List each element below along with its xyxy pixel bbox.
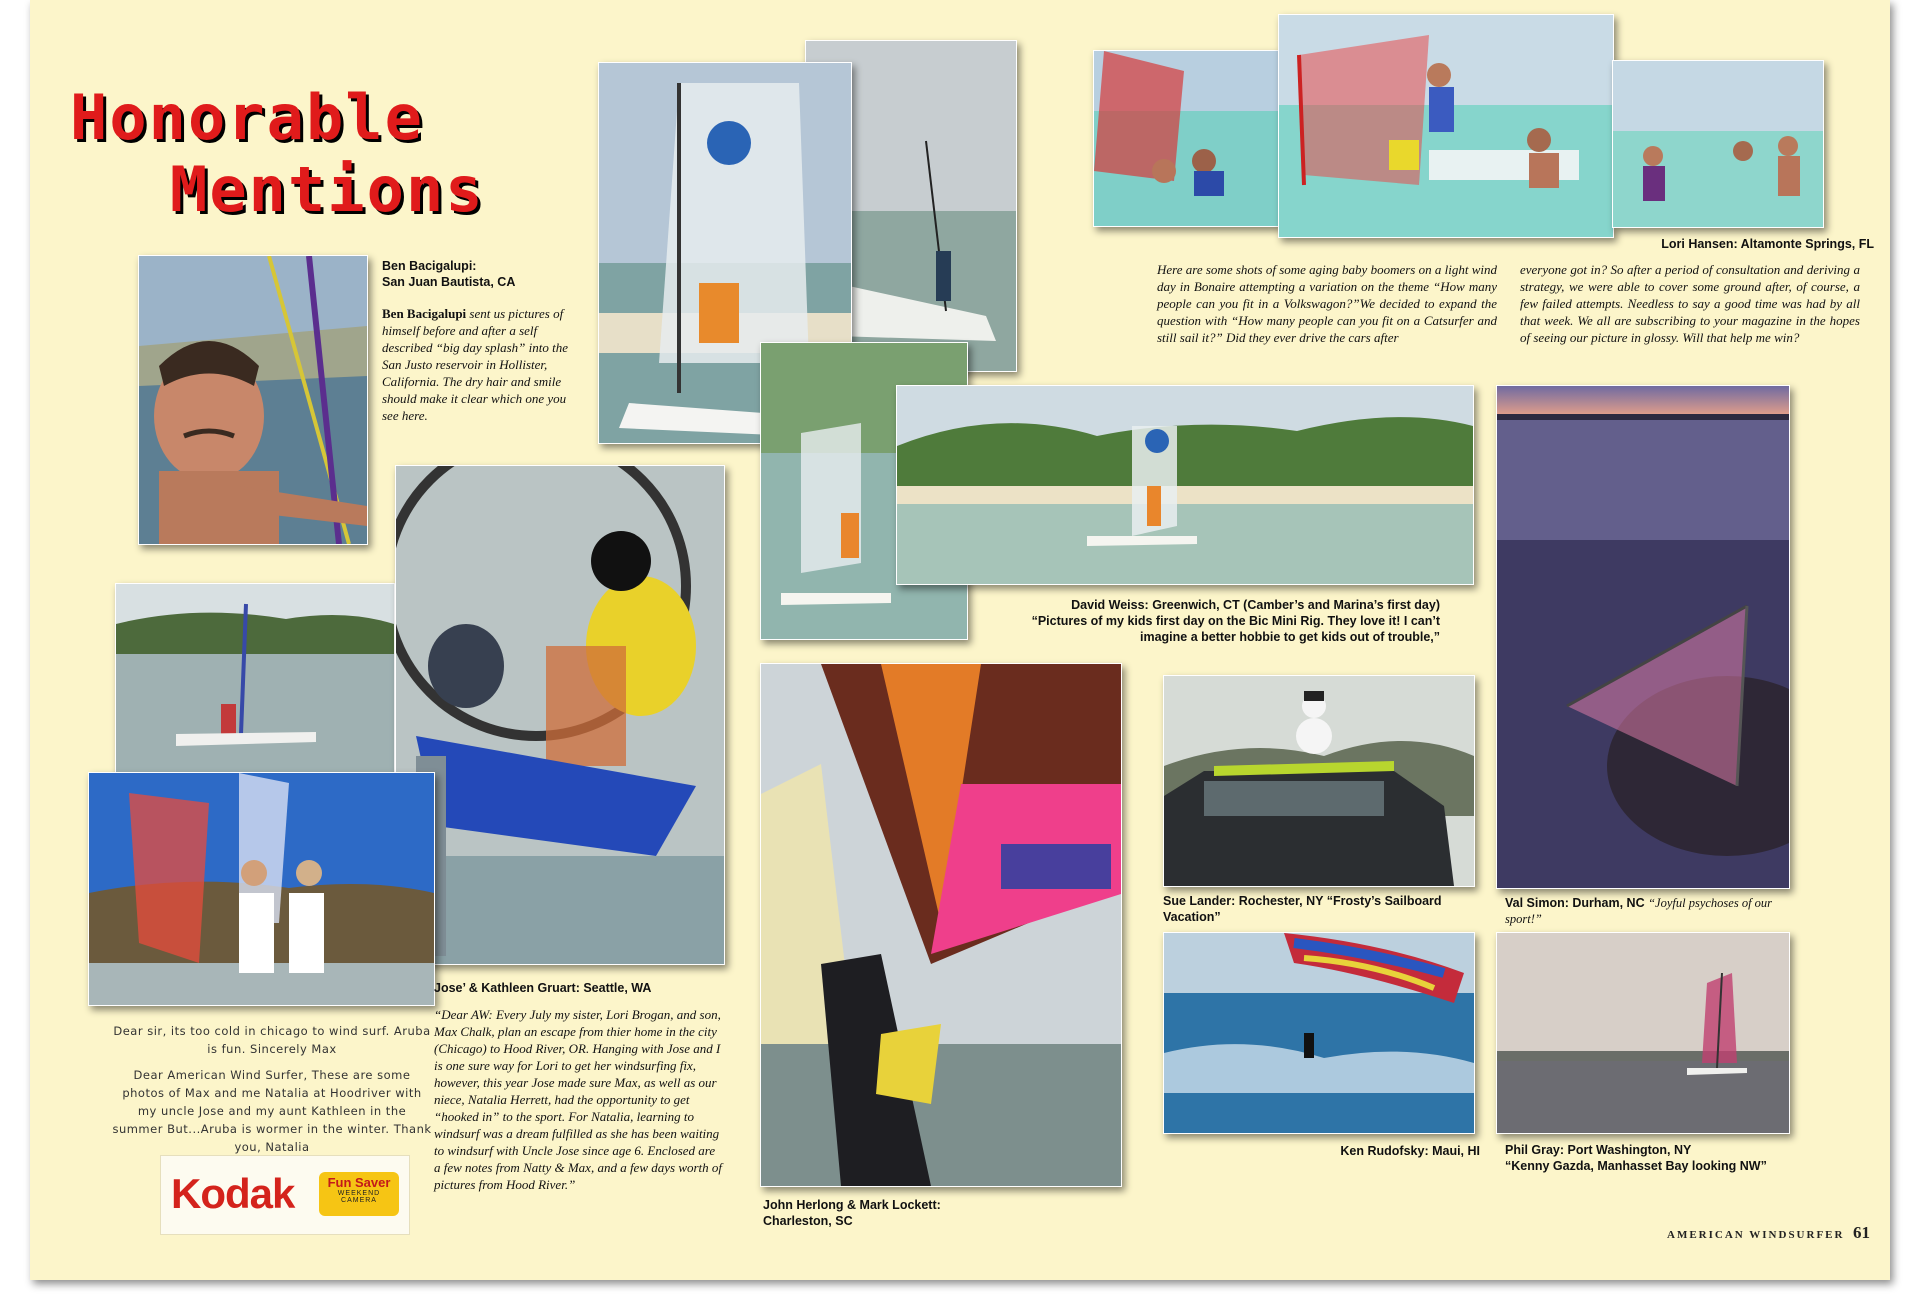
- title-line-2: Mentions: [170, 153, 485, 226]
- page-number: 61: [1853, 1223, 1870, 1242]
- magazine-page: [30, 0, 1890, 1280]
- gruart-letter: “Dear AW: Every July my sister, Lori Brogan, and son, Max Chalk, plan an escape from thier home in the city (Chicago) to Hood River, OR. Hanging with Jose and I is one sure way for Lori to get her windsurfing fix, however, this year Jose made sure Max, as well as our niece, Natalia Herrett, had the opportunity to get “hooked in” to the sport. For Natalia, learning to windsurf was a dream fulfilled as she has been waiting to windsurf with Uncle Jose since age 6. Enclosed are a few notes from Natty & Max, and a few days worth of pictures from Hood River.”: [434, 1007, 723, 1192]
- photo-kids-on-board: [88, 772, 435, 1006]
- weekend-text: WEEKEND: [337, 1190, 381, 1197]
- ben-caption: Ben Bacigalupi: San Juan Bautista, CA: [382, 259, 516, 289]
- photo-bonaire-left: [1093, 50, 1280, 227]
- photo-ben-selfie: [138, 255, 368, 545]
- photo-mickey-sail-closeup: [395, 465, 725, 965]
- camera-text: CAMERA: [341, 1197, 377, 1204]
- photo-bonaire-catsurfer: [1278, 14, 1614, 238]
- magazine-name: AMERICAN WINDSURFER: [1667, 1229, 1845, 1241]
- herlong-caption: John Herlong & Mark Lockett: Charleston, SC: [763, 1198, 941, 1228]
- note-max: Dear sir, its too cold in chicago to wind surf. Aruba is fun. Sincerely Max: [113, 1024, 431, 1056]
- val-quote: “Joyful psychoses of our sport!”: [1505, 896, 1773, 926]
- photo-bonaire-right: [1612, 60, 1824, 228]
- gruart-caption: Jose’ & Kathleen Gruart: Seattle, WA: [434, 981, 652, 995]
- kodak-fun-saver-logo: [160, 1155, 410, 1235]
- photo-sunset-sail: [1496, 385, 1790, 889]
- photo-manhasset-bay: [1496, 932, 1790, 1134]
- ben-name: Ben Bacigalupi: [382, 306, 467, 321]
- david-caption: [1000, 597, 1440, 645]
- page-title: [70, 82, 590, 226]
- david-caption-line2: “Pictures of my kids first day on the Bic Mini Rig. They love it! I can’t imagine a better hobbie to get kids out of trouble,”: [1031, 614, 1440, 644]
- sue-caption: Sue Lander: Rochester, NY “Frosty’s Sailboard Vacation”: [1163, 894, 1442, 924]
- phil-caption: [1505, 1142, 1805, 1174]
- lori-caption: Lori Hansen: Altamonte Springs, FL: [1661, 237, 1874, 251]
- ken-caption: Ken Rudofsky: Maui, HI: [1340, 1144, 1480, 1158]
- phil-caption-line1: Phil Gray: Port Washington, NY: [1505, 1143, 1692, 1157]
- title-line-1: Honorable: [70, 81, 424, 154]
- photo-maui-wave: [1163, 932, 1475, 1134]
- kodak-wordmark: Kodak: [171, 1170, 295, 1217]
- val-name: Val Simon: Durham, NC: [1505, 896, 1645, 910]
- ben-story: sent us pictures of himself before and after a self described “big day splash” into the San Justo reservoir in Hollister, California. The dry hair and smile should make it clear which one you see here.: [382, 306, 568, 423]
- phil-caption-line2: “Kenny Gazda, Manhasset Bay looking NW”: [1505, 1159, 1767, 1173]
- lori-text-col1: Here are some shots of some aging baby boomers on a light wind day in Bonaire attempting a variation on the theme “How many people can you fit in a Volkswagon?”We decided to expand the question with “How many people can you fit on a Catsurfer and still sail it?” Did they ever drive the cars after: [1157, 262, 1497, 345]
- note-natalia: Dear American Wind Surfer, These are some photos of Max and me Natalia at Hoodriver with my uncle Jose and my aunt Kathleen in the summer But...Aruba is wormer in the winter. Thank you, Natalia: [112, 1068, 432, 1154]
- david-caption-line1: David Weiss: Greenwich, CT (Camber’s and Marina’s first day): [1071, 598, 1440, 612]
- val-caption: [1505, 895, 1805, 927]
- ben-body-text: [382, 305, 572, 424]
- photo-frosty-car: [1163, 675, 1475, 887]
- photo-beach-kid-rig: [896, 385, 1474, 585]
- fun-saver-badge: [319, 1172, 399, 1216]
- lori-text-col2: everyone got in? So after a period of consultation and deriving a strategy, we were able to cover some ground after, of course, a few failed attempts. Needless to say a good time was had by all that week. We all are subscribing to your magazine in the hopes of seeing our picture in glossy. Will that help me win?: [1520, 262, 1860, 345]
- fun-saver-text: Fun Saver: [327, 1175, 391, 1190]
- photo-sail-pov: [760, 663, 1122, 1187]
- photo-lake-kids: [115, 583, 395, 775]
